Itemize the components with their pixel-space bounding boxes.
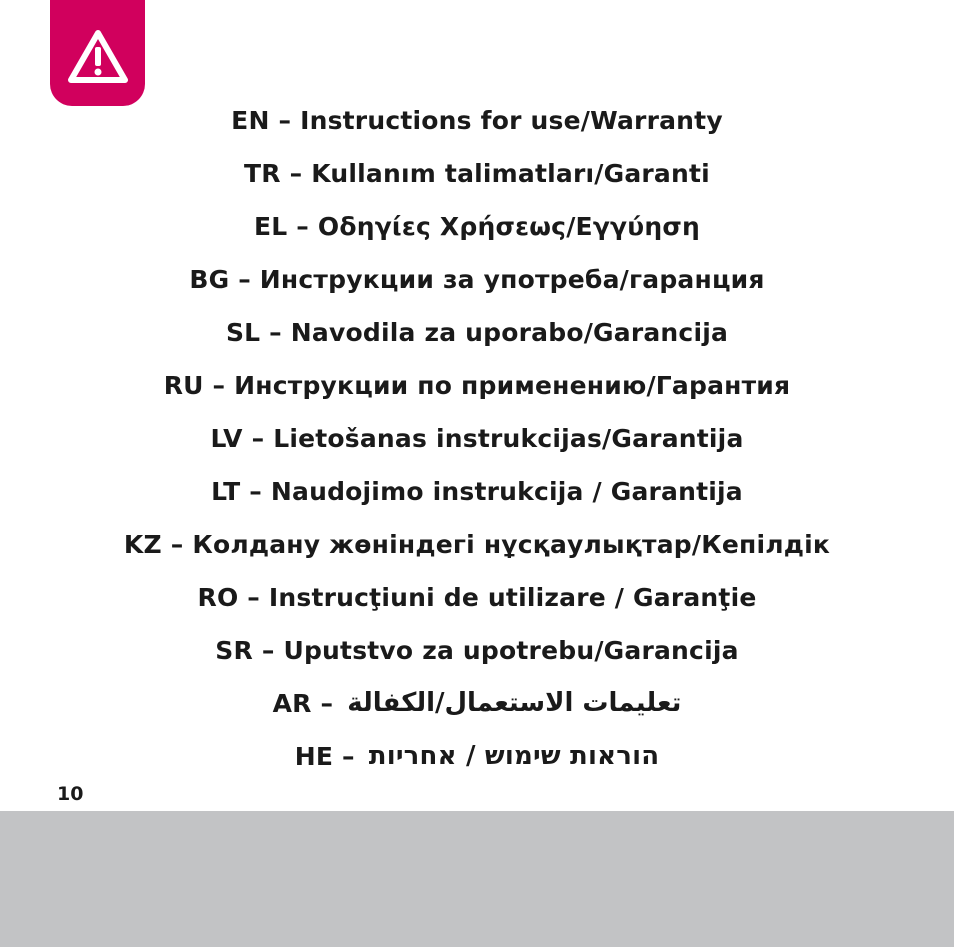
language-line-el: EL – Οδηγίες Χρήσεως/Εγγύηση <box>253 212 701 241</box>
language-line-ru: RU – Инструкции по применению/Гарантия <box>163 371 791 400</box>
language-code-ar: AR – <box>272 689 334 718</box>
page-number: 10 <box>57 783 84 805</box>
language-line-lv: LV – Lietošanas instrukcijas/Garantija <box>210 424 744 453</box>
footer-band <box>0 811 954 947</box>
language-line-he <box>0 730 954 783</box>
language-list <box>0 94 954 783</box>
language-line-ar <box>0 677 954 730</box>
language-code-he: HE – <box>294 742 355 771</box>
language-text-he: הוראות שימוש / אחריות <box>368 741 660 771</box>
language-line-tr: TR – Kullanım talimatları/Garanti <box>244 159 710 188</box>
language-line-sr: SR – Uputstvo za upotrebu/Garancija <box>215 636 739 665</box>
language-line-en: EN – Instructions for use/Warranty <box>231 106 723 135</box>
language-line-ro: RO – Instrucţiuni de utilizare / Garanţie <box>197 583 757 612</box>
language-line-kz: KZ – Колдану жөніндегі нұсқаулықтар/Кепілдік <box>123 530 831 559</box>
warning-tab <box>50 0 145 106</box>
language-line-lt: LT – Naudojimo instrukcija / Garantija <box>211 477 743 506</box>
language-text-ar: تعليمات الاستعمال/الكفالة <box>347 688 682 718</box>
language-line-sl: SL – Navodila za uporabo/Garancija <box>225 318 729 347</box>
warning-triangle-icon <box>67 29 129 85</box>
language-line-bg: BG – Инструкции за употреба/гаранция <box>189 265 765 294</box>
